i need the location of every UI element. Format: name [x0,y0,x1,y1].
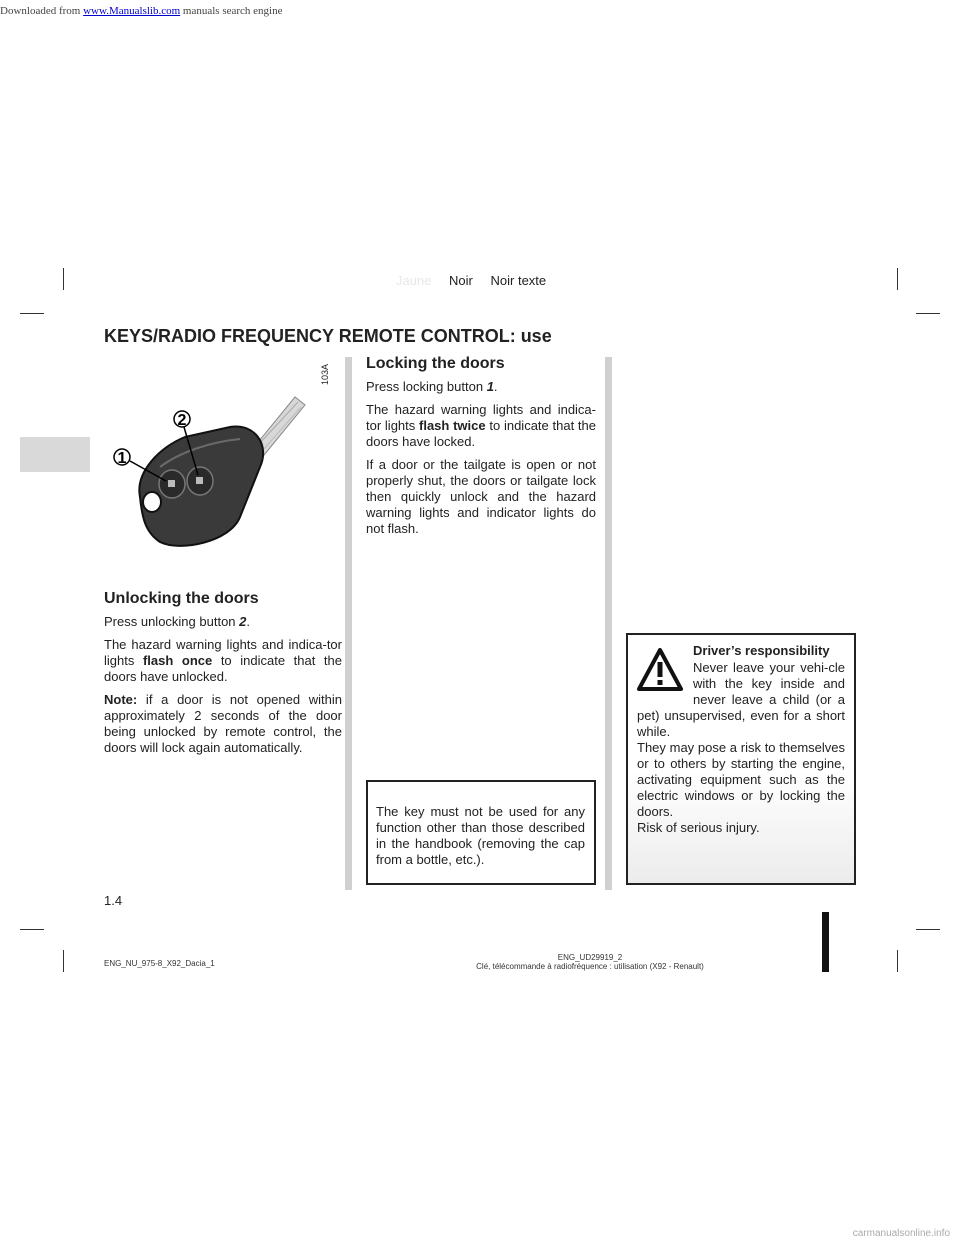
color-marks [396,273,560,288]
footer-right: ENG_UD29919_2 Clé, télécommande à radiofréquence : utilisation (X92 - Renault) [476,953,704,971]
column-divider [345,357,352,890]
figure-code: 103A [320,363,330,385]
warning-text-1: Never leave your vehi-cle with the key inside and never leave a child (or a pet) unsupervised, even for a short while. [637,660,845,739]
locking-open-door-note: If a door or the tailgate is open or not properly shut, the doors or tailgate lock then quickly unlock and the hazard warning lights and indicator lights do not flash. [366,457,596,536]
warning-title: Driver’s responsibility [693,643,830,658]
locking-section [366,355,596,537]
crop-mark [897,268,898,290]
crop-mark [63,950,64,972]
page-number: 1.4 [104,893,123,908]
color-mark-noir: Noir [449,273,473,288]
color-mark-jaune: Jaune [396,273,432,288]
callout-2: 2 [177,412,187,429]
key-illustration [100,357,340,562]
page-title: KEYS/RADIO FREQUENCY REMOTE CONTROL: use [104,326,552,346]
watermark: carmanualsonline.info [852,1228,950,1239]
section-tab [20,437,90,472]
column-divider [605,357,612,890]
locking-heading: Locking the doors [366,355,505,372]
warning-icon [637,647,683,697]
crop-mark [20,313,44,314]
unlocking-step: Press unlocking button 2. [104,614,250,629]
driver-responsibility-warning [626,633,856,885]
unlocking-note: Note: if a door is not opened within approximately 2 seconds of the door being unlocked by remote control, the doors will lock again automatically. [104,692,342,755]
key-usage-note: The key must not be used for any function other than those described in the handbook (removing the cap from a bottle, etc.). [366,780,596,885]
unlocking-heading: Unlocking the doors [104,590,259,607]
crop-mark [916,313,940,314]
footer-left: ENG_NU_975-8_X92_Dacia_1 [104,959,215,968]
key-figure [100,357,340,562]
manualslib-link[interactable]: www.Manualslib.com [83,5,181,17]
locking-step: Press locking button 1. [366,379,498,394]
unlocking-description: The hazard warning lights and indica-tor lights flash once to indicate that the doors have unlocked. [104,637,343,684]
download-header: Downloaded from www.Manualslib.com manuals search engine [0,5,283,17]
warning-text-2: They may pose a risk to themselves or to others by starting the engine, activating equipment such as the electric windows or by locking the doors. [637,740,845,819]
crop-mark [20,929,44,930]
crop-mark [916,929,940,930]
crop-mark [897,950,898,972]
crop-mark [63,268,64,290]
page-bar [822,912,829,972]
callout-1: 1 [117,450,127,467]
locking-description: The hazard warning lights and indica-tor lights flash twice to indicate that the doors have locked. [366,402,597,449]
unlocking-section [104,590,342,756]
color-mark-noir-texte: Noir texte [490,273,547,288]
warning-text-3: Risk of serious injury. [637,820,760,835]
